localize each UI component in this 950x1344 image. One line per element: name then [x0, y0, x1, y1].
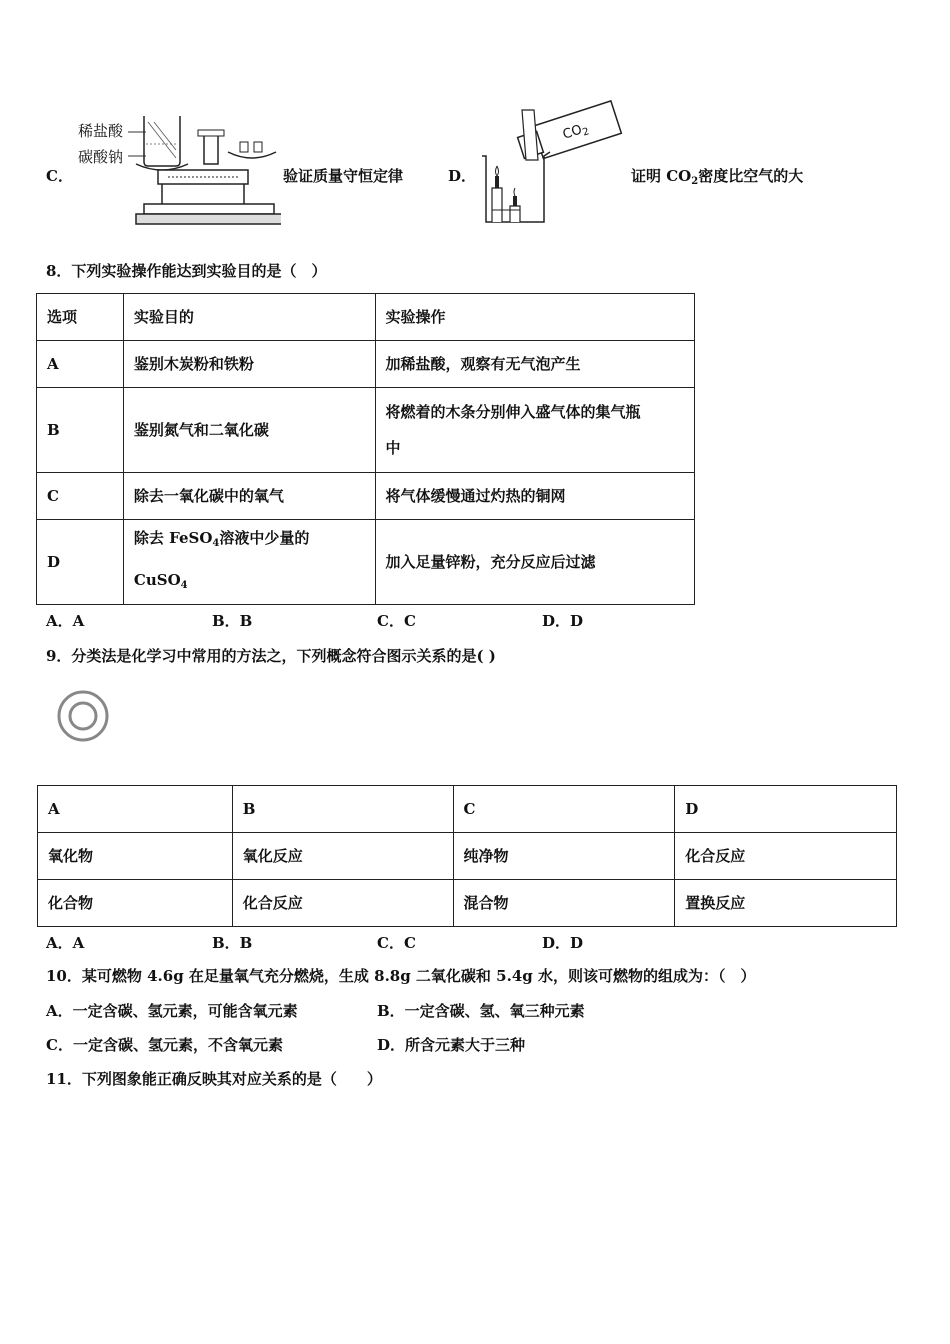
q8-title: 8．下列实验操作能达到实验目的是（ ）	[46, 262, 327, 280]
q8-header-operation: 实验操作	[375, 294, 694, 341]
q8-row-a-goal: 鉴别木炭粉和铁粉	[123, 341, 375, 388]
q9-cell: 氧化反应	[232, 833, 453, 880]
q9-cell: 氧化物	[38, 833, 233, 880]
q9-cell: 化合反应	[675, 833, 897, 880]
q8-row-c-goal: 除去一氧化碳中的氧气	[123, 473, 375, 520]
q9-answer-b: B．B	[212, 934, 253, 952]
co2-bottle-label: $CO_2$	[561, 122, 591, 143]
q8-answer-c: C．C	[377, 612, 416, 630]
q9-header-c: C	[453, 786, 675, 833]
q9-title: 9．分类法是化学习中常用的方法之，下列概念符合图示关系的是( )	[46, 647, 496, 665]
q9-cell: 化合物	[38, 880, 233, 927]
concentric-circles-diagram	[55, 688, 111, 744]
q9-header-d: D	[675, 786, 897, 833]
q9-cell: 混合物	[453, 880, 675, 927]
q8-row-c-option: C	[37, 473, 124, 520]
option-c-text: 验证质量守恒定律	[283, 167, 404, 185]
q8-row-d-option: D	[37, 520, 124, 605]
q9-cell: 化合反应	[232, 880, 453, 927]
q11-title: 11．下列图象能正确反映其对应关系的是（ ）	[46, 1070, 382, 1088]
q8-table	[36, 293, 695, 605]
co2-drawing	[478, 100, 623, 228]
q8-answer-b: B．B	[212, 612, 253, 630]
q8-row-c-operation: 将气体缓慢通过灼热的铜网	[375, 473, 694, 520]
q10-option-a: A．一定含碳、氢元素，可能含氧元素	[46, 1002, 298, 1020]
q9-answer-d: D．D	[542, 934, 584, 952]
q8-answer-d: D．D	[542, 612, 584, 630]
option-d-letter: D．	[448, 167, 477, 185]
q8-header-option: 选项	[37, 294, 124, 341]
q10-option-c: C．一定含碳、氢元素，不含氧元素	[46, 1036, 283, 1054]
label-sodium-carbonate: 碳酸钠	[78, 148, 124, 166]
co2-pouring-illustration	[478, 100, 623, 228]
q9-cell: 置换反应	[675, 880, 897, 927]
q9-answer-c: C．C	[377, 934, 416, 952]
balance-illustration	[76, 112, 281, 227]
option-c-letter: C．	[46, 167, 73, 185]
q10-option-d: D．所含元素大于三种	[377, 1036, 526, 1054]
q8-row-d-operation: 加入足量锌粉，充分反应后过滤	[375, 520, 694, 605]
q8-row-d-goal: 除去 FeSO$_4$溶液中少量的 CuSO$_4$	[123, 520, 375, 605]
option-d-text: 证明 $CO_2$密度比空气的大	[631, 167, 804, 187]
label-hydrochloric-acid: 稀盐酸	[78, 122, 124, 140]
q9-header-b: B	[232, 786, 453, 833]
q9-header-a: A	[38, 786, 233, 833]
q8-header-goal: 实验目的	[123, 294, 375, 341]
q8-row-b-goal: 鉴别氮气和二氧化碳	[123, 388, 375, 473]
q8-answer-a: A．A	[46, 612, 85, 630]
balance-drawing	[76, 112, 281, 227]
q8-row-a-option: A	[37, 341, 124, 388]
q8-row-b-option: B	[37, 388, 124, 473]
q8-row-b-operation: 将燃着的木条分别伸入盛气体的集气瓶 中	[375, 388, 694, 473]
q8-row-a-operation: 加稀盐酸，观察有无气泡产生	[375, 341, 694, 388]
q9-answer-a: A．A	[46, 934, 85, 952]
q9-cell: 纯净物	[453, 833, 675, 880]
q9-table	[37, 785, 897, 927]
q10-title: 10．某可燃物 4.6g 在足量氧气充分燃烧，生成 8.8g 二氧化碳和 5.4g 水，则该可燃物的组成为：（ ）	[46, 967, 756, 985]
q10-option-b: B．一定含碳、氢、氧三种元素	[377, 1002, 585, 1020]
